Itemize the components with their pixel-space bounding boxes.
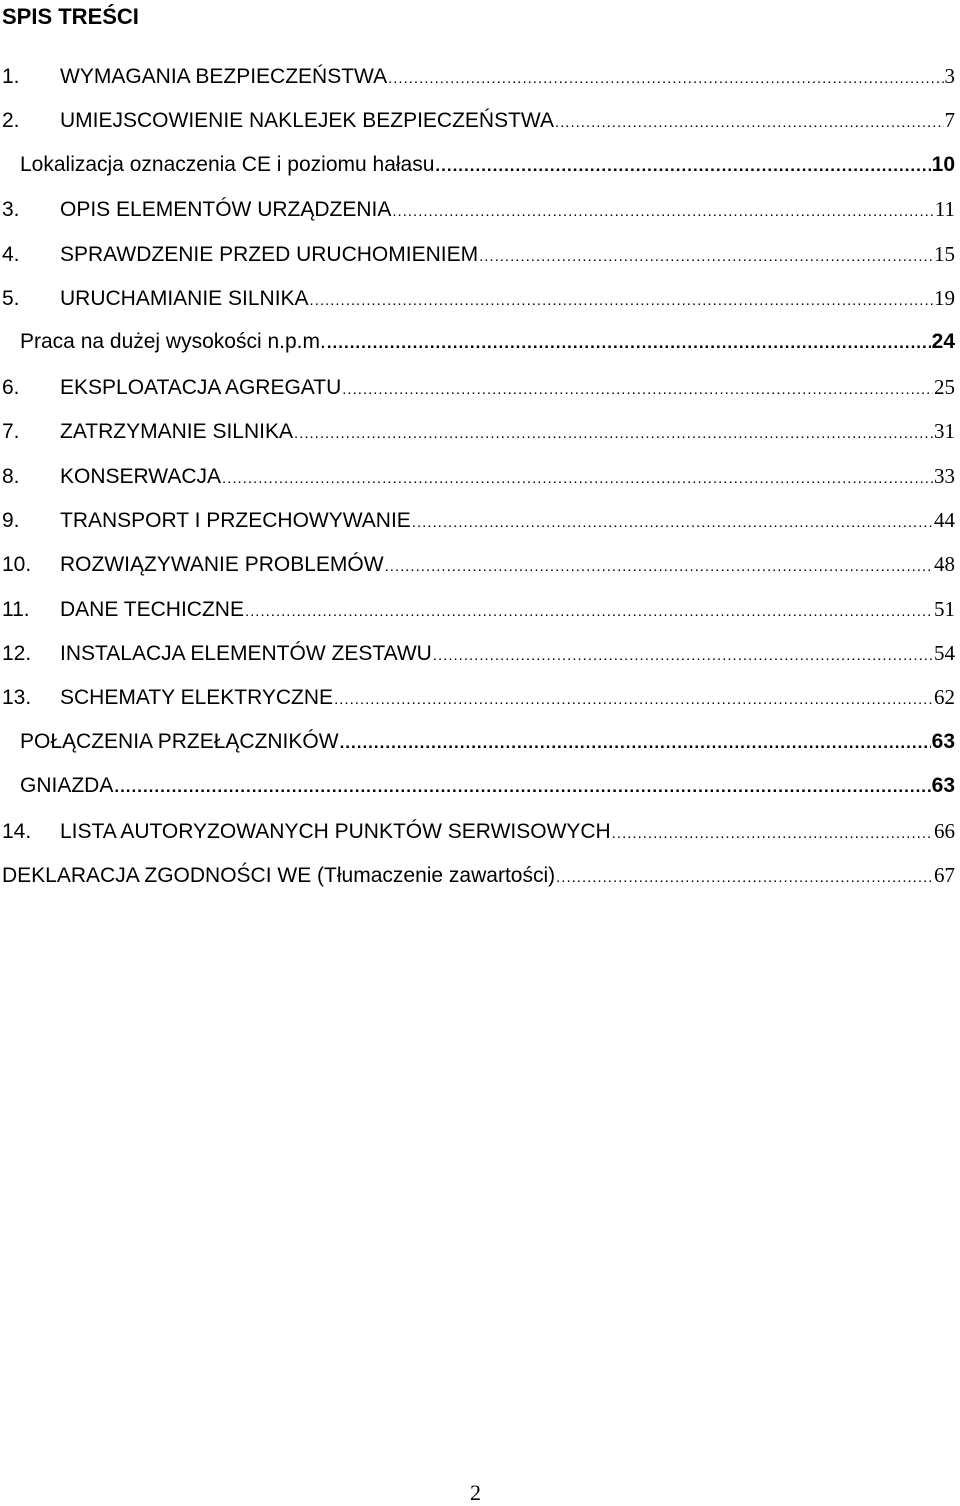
dot-leader (388, 57, 943, 101)
dot-leader (612, 812, 933, 856)
entry-page: 63 (931, 774, 955, 798)
entry-page: 19 (934, 285, 955, 310)
entry-number: 4. (2, 242, 20, 266)
toc-entry[interactable] (0, 720, 955, 764)
entry-title: ROZWIĄZYWANIE PROBLEMÓW (60, 553, 384, 577)
entry-number: 3. (2, 198, 20, 222)
dot-leader (435, 144, 930, 188)
entry-title: EKSPLOATACJA AGREGATU (60, 375, 342, 399)
entry-title: OPIS ELEMENTÓW URZĄDZENIA (60, 198, 392, 222)
entry-number: 13. (2, 686, 32, 710)
toc-entry[interactable] (0, 809, 955, 853)
toc-entry[interactable] (0, 853, 955, 897)
toc-entry[interactable] (0, 764, 955, 808)
entry-page: 11 (934, 197, 955, 222)
dot-leader (222, 457, 933, 501)
toc-entry[interactable] (0, 143, 955, 187)
entry-number: 11. (2, 597, 30, 621)
dot-leader (385, 545, 933, 589)
toc-entry[interactable] (0, 675, 955, 719)
dot-leader (412, 501, 933, 545)
toc-entry[interactable] (0, 320, 955, 364)
toc-entry[interactable] (0, 187, 955, 231)
entry-title: URUCHAMIANIE SILNIKA (60, 286, 309, 310)
entry-number: 10. (2, 553, 32, 577)
dot-leader (340, 721, 931, 765)
toc-entry[interactable] (0, 54, 955, 98)
entry-page: 51 (934, 596, 955, 621)
entry-page: 54 (934, 641, 955, 666)
entry-title: ZATRZYMANIE SILNIKA (60, 420, 293, 444)
dot-leader (342, 368, 933, 412)
entry-title: SCHEMATY ELEKTRYCZNE (60, 686, 334, 710)
entry-page: 3 (944, 64, 955, 88)
toc-entry[interactable] (0, 365, 955, 409)
dot-leader (245, 590, 933, 634)
toc-title: SPIS TREŚCI (2, 4, 139, 29)
entry-number: 9. (2, 508, 20, 532)
entry-title: Praca na dużej wysokości n.p.m. (20, 330, 326, 354)
table-of-contents (0, 54, 955, 897)
entry-page: 10 (931, 152, 955, 176)
entry-page: 15 (934, 241, 955, 266)
toc-entry[interactable] (0, 232, 955, 276)
toc-entry[interactable] (0, 98, 955, 142)
entry-title: KONSERWACJA (60, 464, 222, 488)
toc-entry[interactable] (0, 276, 955, 320)
entry-page: 67 (934, 863, 955, 888)
toc-entry[interactable] (0, 587, 955, 631)
toc-entry[interactable] (0, 542, 955, 586)
entry-number: 1. (2, 65, 20, 88)
entry-title: INSTALACJA ELEMENTÓW ZESTAWU (60, 642, 432, 666)
entry-number: 12. (2, 642, 32, 666)
dot-leader (310, 279, 933, 323)
entry-page: 44 (934, 507, 955, 532)
dot-leader (327, 321, 931, 365)
entry-number: 5. (2, 286, 20, 310)
entry-page: 33 (934, 463, 955, 488)
entry-title: UMIEJSCOWIENIE NAKLEJEK BEZPIECZEŃSTWA (60, 109, 554, 133)
entry-title: GNIAZDA (20, 774, 114, 798)
dot-leader (556, 856, 933, 900)
page-number: 2 (470, 1480, 481, 1505)
entry-title: TRANSPORT I PRZECHOWYWANIE (60, 508, 411, 532)
dot-leader (294, 412, 933, 456)
entry-page: 66 (934, 818, 955, 843)
entry-number: 7. (2, 420, 20, 444)
dot-leader (392, 190, 933, 234)
entry-title: WYMAGANIA BEZPIECZEŃSTWA (60, 65, 388, 88)
entry-title: Lokalizacja oznaczenia CE i poziomu hałasu (20, 152, 435, 176)
entry-page: 63 (931, 729, 955, 753)
entry-page: 25 (934, 374, 955, 399)
entry-page: 62 (934, 685, 955, 710)
entry-title: POŁĄCZENIA PRZEŁĄCZNIKÓW (20, 729, 339, 753)
toc-entry[interactable] (0, 631, 955, 675)
dot-leader (433, 634, 933, 678)
dot-leader (555, 101, 944, 145)
entry-title: LISTA AUTORYZOWANYCH PUNKTÓW SERWISOWYCH (60, 819, 611, 843)
dot-leader (114, 765, 930, 809)
dot-leader (334, 678, 933, 722)
entry-title: SPRAWDZENIE PRZED URUCHOMIENIEM (60, 242, 479, 266)
toc-entry[interactable] (0, 498, 955, 542)
entry-page: 7 (944, 108, 955, 133)
toc-entry[interactable] (0, 454, 955, 498)
entry-title: DANE TECHICZNE (60, 597, 244, 621)
entry-page: 31 (934, 419, 955, 444)
entry-number: 8. (2, 464, 20, 488)
dot-leader (479, 235, 933, 279)
entry-number: 2. (2, 109, 20, 133)
entry-number: 14. (2, 819, 32, 843)
entry-title: DEKLARACJA ZGODNOŚCI WE (Tłumaczenie zawartości) (2, 864, 556, 888)
entry-page: 24 (931, 330, 955, 354)
entry-number: 6. (2, 375, 20, 399)
toc-entry[interactable] (0, 409, 955, 453)
entry-page: 48 (934, 552, 955, 577)
